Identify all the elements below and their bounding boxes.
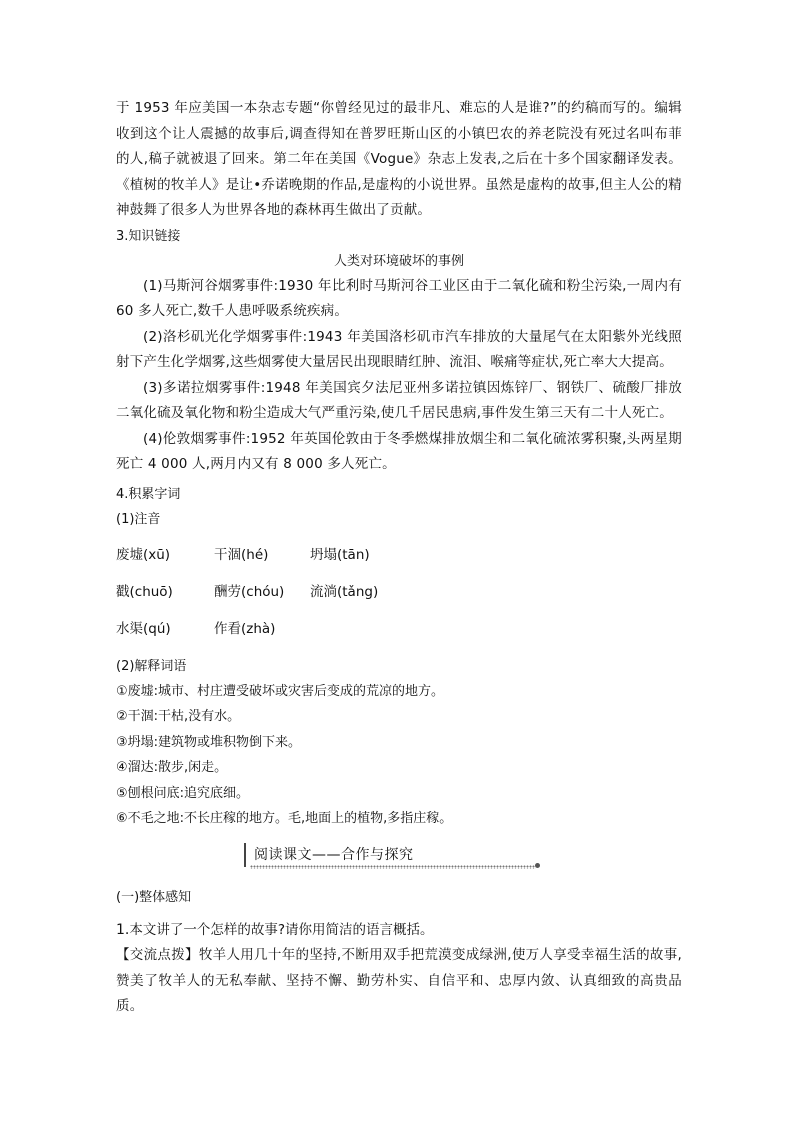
pinyin-word: 废墟(xū) bbox=[116, 546, 171, 563]
section-banner bbox=[116, 837, 682, 877]
event-item-1: (1)马斯河谷烟雾事件:1930 年比利时马斯河谷工业区由于二氧化硫和粉尘污染,一周内有 60 多人死亡,数千人患呼吸系统疾病。 bbox=[116, 277, 682, 319]
definition-item: ③坍塌:建筑物或堆积物倒下来。 bbox=[116, 734, 302, 750]
question-1 bbox=[116, 918, 682, 944]
pinyin-word: 干涸(hé) bbox=[214, 546, 269, 563]
pinyin-row-1 bbox=[116, 543, 682, 568]
explain-heading: (2)解释词语 bbox=[116, 658, 187, 674]
banner-box bbox=[244, 843, 540, 869]
pinyin-row-3 bbox=[116, 617, 682, 642]
definition-item: ①废墟:城市、村庄遭受破坏或灾害后变成的荒凉的地方。 bbox=[116, 683, 445, 699]
definition-item: ⑥不毛之地:不长庄稼的地方。毛,地面上的植物,多指庄稼。 bbox=[116, 811, 453, 826]
knowledge-title: 人类对环境破坏的事例 bbox=[333, 253, 464, 269]
answer-text: 牧羊人用几十年的坚持,不断用双手把荒漠变成绿洲,使万人享受幸福生活的故事,赞美了牧羊人的无私奉献、坚持不懈、勤劳朴实、自信平和、忠厚内敛、认真细致的高贵品质。 bbox=[116, 947, 683, 1014]
pinyin-word: 坍塌(tān) bbox=[310, 546, 370, 563]
intro-paragraph: 于 1953 年应美国一本杂志专题“你曾经见过的最非凡、难忘的人是谁?”的约稿而写的。编辑收到这个让人震撼的故事后,调查得知在普罗旺斯山区的小镇巴农的养老院没有死过名叫布菲的人,稿子就被退了回来。第二年在美国《Vogue》杂志上发表,之后在十多个国家翻译发表。《植树的牧羊人》是让•乔诺晚期的作品,是虚构的小说世界。虽然是虚构的故事,但主人公的精神鼓舞了很多人为世界各地的森林再生做出了贡献。 bbox=[116, 100, 682, 218]
event-item-2: (2)洛杉矶光化学烟雾事件:1943 年美国洛杉矶市汽车排放的大量尾气在太阳紫外光线照射下产生化学烟雾,这些烟雾使大量居民出现眼睛红肿、流泪、喉痛等症状,死亡率大大提高。 bbox=[116, 328, 682, 370]
banner-dot-end bbox=[535, 863, 540, 868]
pinyin-word: 作看(zhà) bbox=[214, 620, 276, 637]
event-item-4: (4)伦敦烟雾事件:1952 年英国伦敦由于冬季燃煤排放烟尘和二氧化硫浓雾积聚,头两星期死亡 4 000 人,两月内又有 8 000 多人死亡。 bbox=[116, 430, 682, 472]
event-item-3: (3)多诺拉烟雾事件:1948 年美国宾夕法尼亚州多诺拉镇因炼锌厂、钢铁厂、硫酸厂排放二氧化硫及氧化物和粉尘造成大气严重污染,使几千居民患病,事件发生第三天有二十人死亡。 bbox=[116, 379, 682, 421]
question-text: 本文讲了一个怎样的故事?请你用简洁的语言概括。 bbox=[129, 921, 434, 938]
definition-item: ④溜达:散步,闲走。 bbox=[116, 760, 228, 775]
banner-bar bbox=[244, 843, 246, 867]
document-page bbox=[116, 96, 682, 1020]
overall-heading: (一)整体感知 bbox=[116, 889, 192, 905]
pinyin-word: 酬劳(chóu) bbox=[214, 583, 285, 600]
definition-item: ⑤刨根问底:追究底细。 bbox=[116, 785, 250, 801]
definition-item: ②干涸:干枯,没有水。 bbox=[116, 709, 241, 724]
banner-dotted-underline bbox=[250, 865, 536, 869]
pinyin-word: 流淌(tǎng) bbox=[310, 583, 379, 600]
answer-paragraph bbox=[116, 943, 682, 1020]
pinyin-heading: (1)注音 bbox=[116, 511, 161, 527]
pinyin-word: 水渠(qú) bbox=[116, 620, 171, 637]
banner-title: 阅读课文——合作与探究 bbox=[254, 846, 414, 863]
pinyin-word: 戳(chuō) bbox=[116, 583, 173, 600]
pinyin-row-2 bbox=[116, 580, 682, 605]
vocab-heading: 4.积累字词 bbox=[116, 486, 181, 502]
question-number: 1. bbox=[116, 921, 130, 938]
answer-tag: 【交流点拨】 bbox=[116, 947, 199, 963]
knowledge-heading: 3.知识链接 bbox=[116, 228, 181, 244]
